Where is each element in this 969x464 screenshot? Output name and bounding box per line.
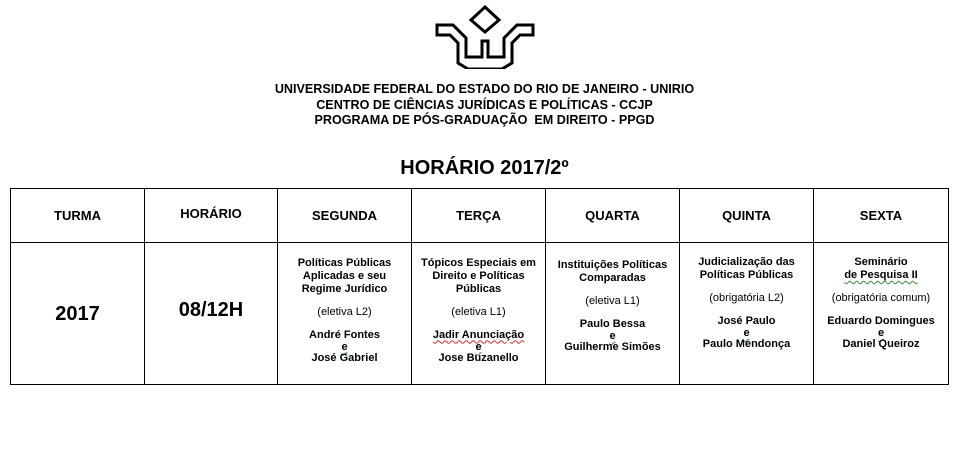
column-header-turma: TURMA xyxy=(11,189,145,243)
unirio-logo-icon xyxy=(435,3,535,69)
professor-2: Guilherme Simões xyxy=(564,341,661,353)
column-header-quarta: QUARTA xyxy=(546,189,680,243)
turma-cell: 2017 xyxy=(11,243,145,385)
column-header-terca: TERÇA xyxy=(412,189,546,243)
horario-cell: 08/12H xyxy=(145,243,278,385)
conjunction: e xyxy=(743,327,750,339)
conjunction: e xyxy=(609,330,616,342)
course-type: (eletiva L1) xyxy=(451,305,506,318)
institution-header xyxy=(0,82,969,129)
professor-2: Daniel Queiroz xyxy=(842,338,920,350)
column-header-sexta: SEXTA xyxy=(814,189,949,243)
course-title: Seminário de Pesquisa II xyxy=(844,256,918,281)
quinta-cell xyxy=(680,243,814,385)
column-header-horario: HORÁRIO xyxy=(145,189,278,243)
column-header-quinta: QUINTA xyxy=(680,189,814,243)
terca-cell xyxy=(412,243,546,385)
center-name: CENTRO DE CIÊNCIAS JURÍDICAS E POLÍTICAS - CCJP xyxy=(316,97,653,112)
professor-1: José Paulo xyxy=(717,315,776,327)
conjunction: e xyxy=(877,327,885,339)
professor-1: Paulo Bessa xyxy=(579,318,646,330)
sexta-cell xyxy=(814,243,949,385)
segunda-cell xyxy=(278,243,412,385)
conjunction: e xyxy=(341,340,348,353)
table-row xyxy=(11,243,949,385)
quarta-cell xyxy=(546,243,680,385)
professor-1: Eduardo Domingues xyxy=(827,315,935,327)
professor-2: Jose Buzanello xyxy=(438,351,519,364)
course-title: Tópicos Especiais em Direito e Políticas Públicas xyxy=(421,256,536,295)
course-title: Judicialização das Políticas Públicas xyxy=(698,256,795,281)
course-type: (eletiva L2) xyxy=(317,305,372,318)
professor-2: Paulo Mendonça xyxy=(702,338,791,350)
course-type: (obrigatória comum) xyxy=(831,292,931,304)
page-title: HORÁRIO 2017/2º xyxy=(400,157,569,179)
course-title: Políticas Públicas Aplicadas e seu Regime Jurídico xyxy=(297,256,392,295)
program-name: PROGRAMA DE PÓS-GRADUAÇÃO EM DIREITO - PPGD xyxy=(314,113,655,127)
course-type: (obrigatória L2) xyxy=(709,292,784,304)
column-header-segunda: SEGUNDA xyxy=(278,189,412,243)
schedule-table xyxy=(10,188,949,385)
university-name: UNIVERSIDADE FEDERAL DO ESTADO DO RIO DE JANEIRO - UNIRIO xyxy=(274,82,695,96)
professor-1: André Fontes xyxy=(309,328,380,341)
professor-2: José Gabriel xyxy=(311,351,378,364)
course-title: Instituições Políticas Comparadas xyxy=(557,259,668,284)
course-type: (eletiva L1) xyxy=(585,295,640,307)
table-header-row xyxy=(11,189,949,243)
conjunction: e xyxy=(475,340,482,353)
professor-1: Jadir Anunciação xyxy=(432,328,525,341)
